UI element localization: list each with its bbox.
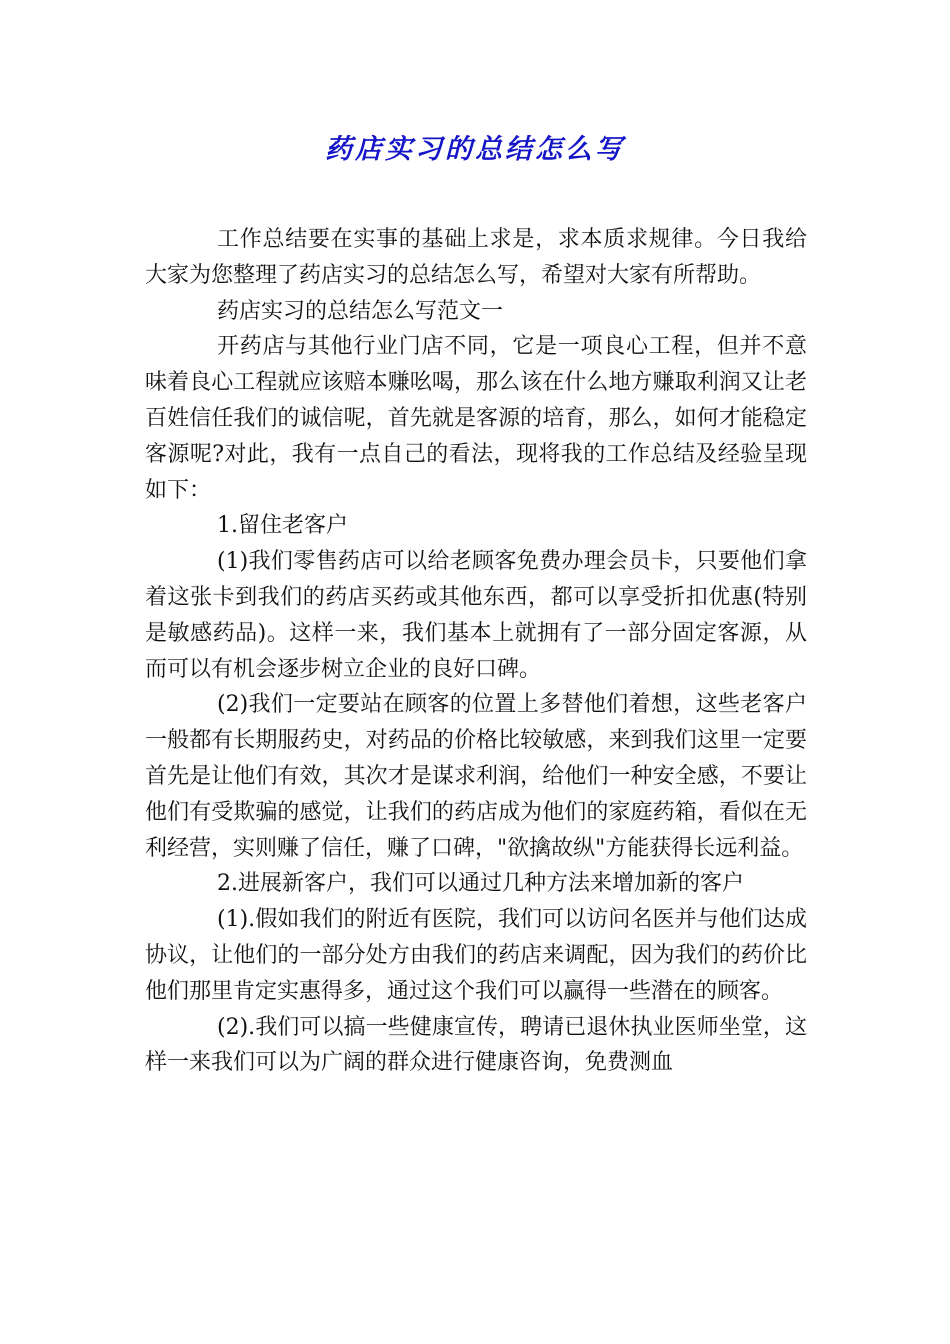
- paragraph-section-1: 1.留住老客户: [217, 513, 348, 539]
- document-body: [145, 222, 807, 1081]
- document-title: 药店实习的总结怎么写: [325, 134, 625, 165]
- paragraph-item-2-2: (2).我们可以搞一些健康宣传，聘请已退休执业医师坐堂，这样一来我们可以为广阔的群众进行健康咨询，免费测血: [145, 1014, 807, 1076]
- paragraph-sample-heading: 药店实习的总结怎么写范文一: [217, 298, 504, 324]
- paragraph-item-1-1: (1)我们零售药店可以给老顾客免费办理会员卡，只要他们拿着这张卡到我们的药店买药或其他东西，都可以享受折扣优惠(特别是敏感药品)。这样一来，我们基本上就拥有了一部分固定客源，从而可以有机会逐步树立企业的良好口碑。: [145, 549, 807, 682]
- paragraph-opening: 开药店与其他行业门店不同，它是一项良心工程，但并不意味着良心工程就应该赔本赚吆喝，那么该在什么地方赚取利润又让老百姓信任我们的诚信呢，首先就是客源的培育，那么，如何才能稳定客源呢?对此，我有一点自己的看法，现将我的工作总结及经验呈现如下：: [145, 334, 807, 503]
- paragraph-item-2-1: (1).假如我们的附近有医院，我们可以访问名医并与他们达成协议，让他们的一部分处方由我们的药店来调配，因为我们的药价比他们那里肯定实惠得多，通过这个我们可以赢得一些潜在的顾客。: [145, 907, 807, 1004]
- paragraph-section-2: 2.进展新客户，我们可以通过几种方法来增加新的客户: [217, 871, 744, 897]
- paragraph-item-1-2: (2)我们一定要站在顾客的位置上多替他们着想，这些老客户一般都有长期服药史，对药品的价格比较敏感，来到我们这里一定要首先是让他们有效，其次才是谋求利润，给他们一种安全感，不要让他们有受欺骗的感觉，让我们的药店成为他们的家庭药箱，看似在无利经营，实则赚了信任，赚了口碑，"欲擒故纵"方能获得长远利益。: [145, 692, 807, 861]
- paragraph-intro: 工作总结要在实事的基础上求是，求本质求规律。今日我给大家为您整理了药店实习的总结怎么写，希望对大家有所帮助。: [145, 227, 807, 288]
